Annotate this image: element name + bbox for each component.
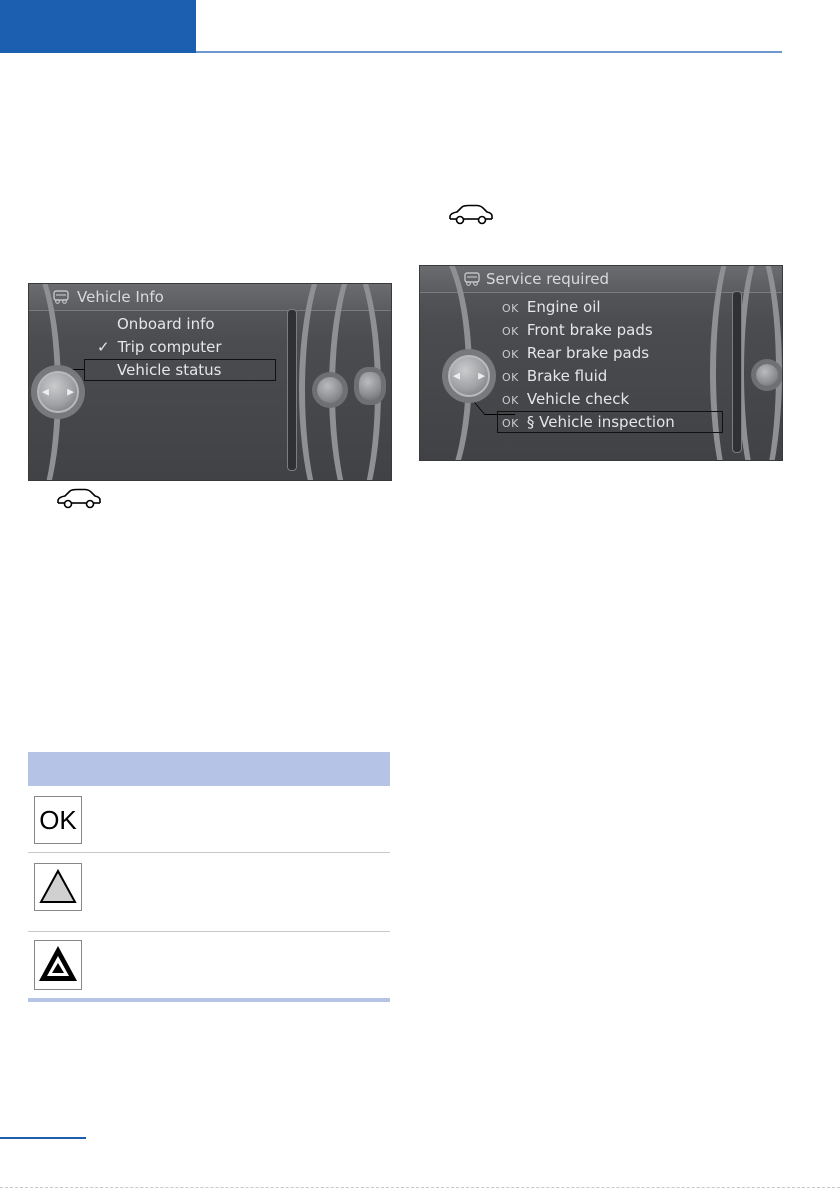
option-side-button[interactable]: [756, 364, 778, 386]
ok-status-badge: OK: [502, 348, 519, 361]
legend-row-warning: [28, 932, 390, 996]
page-edge-dashed-line: [0, 1187, 840, 1188]
car-outline-icon: [55, 488, 103, 510]
vehicle-info-icon: [53, 290, 69, 304]
legend-header: [28, 752, 390, 786]
ok-status-badge: OK: [502, 417, 519, 430]
far-right-display-arc: [738, 265, 783, 461]
knob-left-arrow-icon: ◀: [42, 386, 49, 397]
ok-status-badge: OK: [502, 302, 519, 315]
footer-rule: [0, 1137, 86, 1139]
ok-status-badge: OK: [502, 371, 519, 384]
ok-symbol-icon: [34, 796, 82, 844]
screen-title: Service required: [486, 270, 610, 288]
service-item-label: § Vehicle inspection: [526, 413, 675, 431]
car-outline-icon: [447, 204, 495, 226]
screen-title: Vehicle Info: [77, 288, 164, 306]
option-side-button[interactable]: [359, 372, 381, 400]
legend-bottom-rule: [28, 998, 390, 1002]
ok-symbol-text: OK: [39, 805, 77, 835]
scrollbar[interactable]: [287, 309, 297, 471]
service-item-vehicle-inspection[interactable]: [502, 413, 675, 431]
triangle-warning-icon: [34, 940, 82, 990]
scrollbar[interactable]: [732, 291, 742, 453]
service-item-rear-brake-pads[interactable]: [502, 344, 649, 362]
service-required-screen: [419, 265, 783, 461]
vehicle-info-screen: [28, 283, 392, 481]
triangle-outline-icon: [34, 863, 82, 911]
ok-status-badge: OK: [502, 325, 519, 338]
menu-side-button[interactable]: [317, 377, 343, 403]
menu-item-onboard-info[interactable]: Onboard info: [117, 315, 215, 333]
service-item-engine-oil[interactable]: [502, 298, 601, 316]
checkmark-icon: ✓: [97, 338, 110, 356]
service-item-label: Front brake pads: [526, 321, 653, 339]
service-item-vehicle-check[interactable]: [502, 390, 629, 408]
header-tab: [0, 0, 196, 53]
service-item-front-brake-pads[interactable]: [502, 321, 653, 339]
controller-knob[interactable]: [37, 371, 79, 413]
service-item-label: Rear brake pads: [526, 344, 650, 362]
service-item-label: Vehicle check: [526, 390, 630, 408]
ok-status-badge: OK: [502, 394, 519, 407]
service-item-brake-fluid[interactable]: [502, 367, 607, 385]
knob-right-arrow-icon: ▶: [67, 386, 74, 397]
header-rule: [196, 51, 782, 53]
menu-item-trip-computer[interactable]: [97, 338, 222, 356]
legend-row-ok: [28, 786, 390, 853]
menu-item-vehicle-status[interactable]: Vehicle status: [117, 361, 222, 379]
service-item-label: Brake fluid: [526, 367, 608, 385]
legend-row-triangle: [28, 853, 390, 932]
triangle-warning-svg: [35, 941, 81, 989]
service-icon: [464, 272, 480, 286]
knob-left-arrow-icon: ◀: [453, 370, 460, 381]
triangle-outline-svg: [35, 864, 81, 910]
controller-knob[interactable]: [448, 355, 490, 397]
knob-right-arrow-icon: ▶: [478, 370, 485, 381]
menu-item-label: Trip computer: [117, 338, 222, 356]
service-item-label: Engine oil: [526, 298, 601, 316]
